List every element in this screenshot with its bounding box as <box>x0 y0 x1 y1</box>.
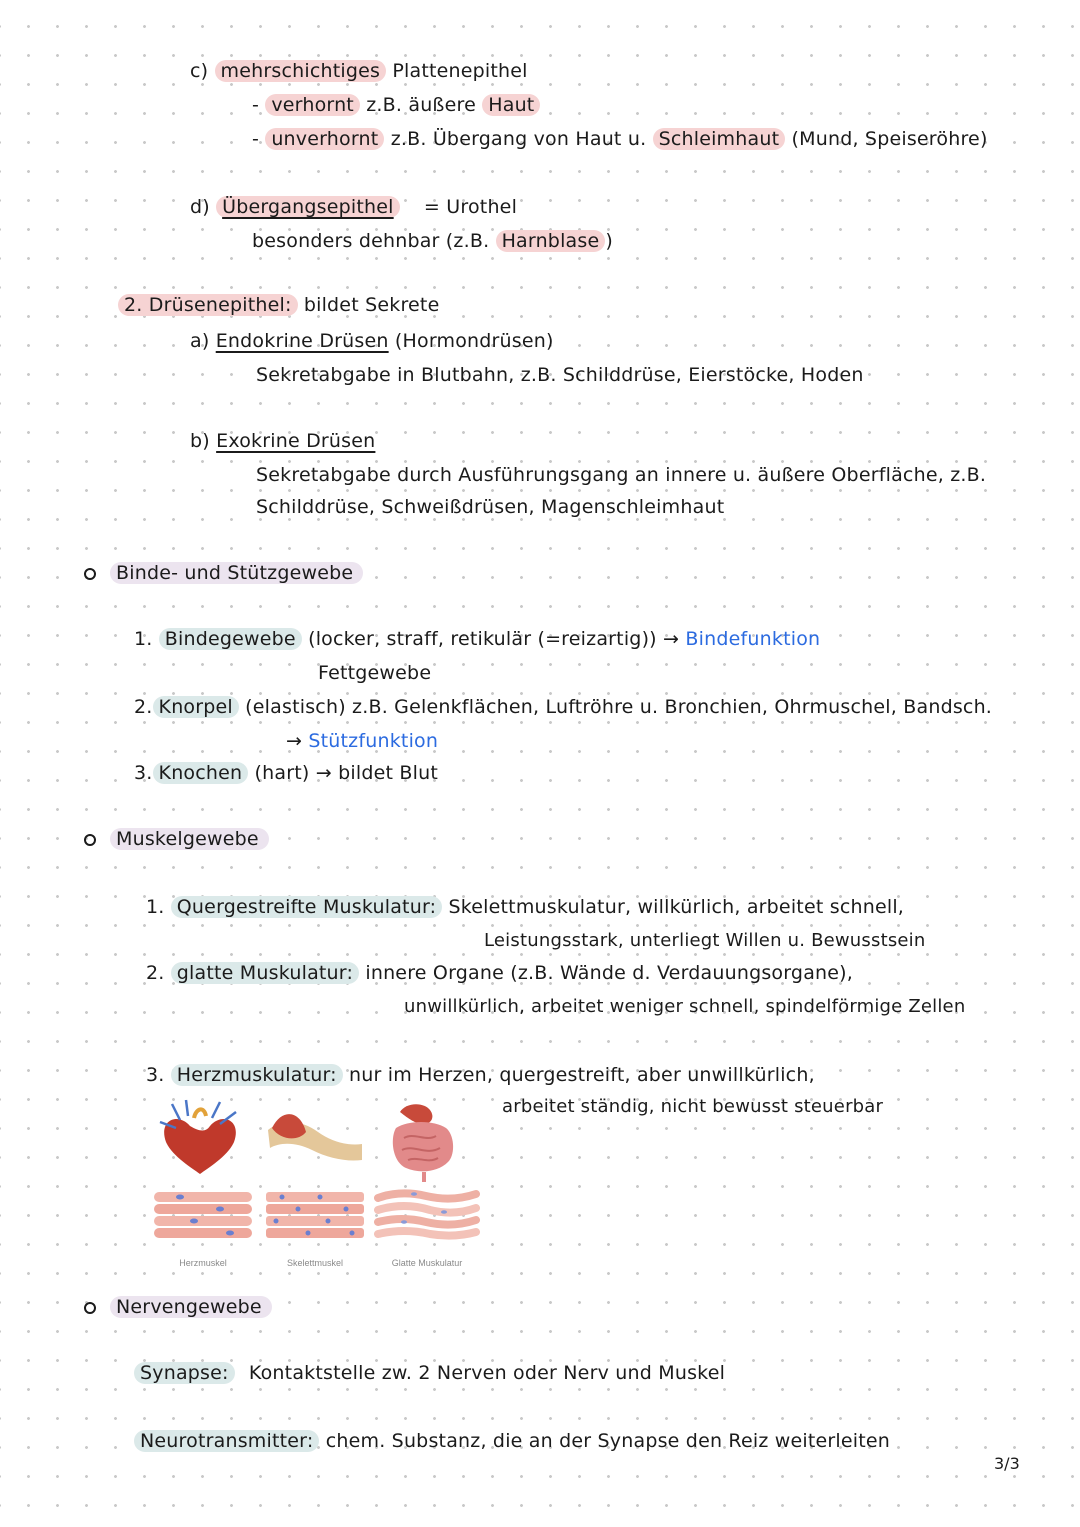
epithel-c-title: mehrschichtiges <box>215 60 387 82</box>
neurotransmitter-text: chem. Substanz, die an der Synapse den Reiz weiterleiten <box>325 1430 891 1452</box>
synapse-text: Kontaktstelle zw. 2 Nerven oder Nerv und Muskel <box>248 1362 726 1384</box>
binde-item1-title: Bindegewebe <box>159 628 302 650</box>
skeletal-muscle-illustration <box>262 1098 368 1248</box>
smooth-muscle-fibers <box>378 1192 476 1235</box>
verhornt-label: verhornt <box>265 94 360 116</box>
synapse-line <box>134 1362 725 1384</box>
binde-item2-text: (elastisch) z.B. Gelenkflächen, Luftröhre u. Bronchien, Ohrmuschel, Bandsch. <box>245 696 993 718</box>
muskel-item2-text2: unwillkürlich, arbeitet weniger schnell, spindelförmige Zellen <box>404 996 966 1017</box>
figure-caption-glatte-muskulatur: Glatte Muskulatur <box>391 1258 463 1268</box>
muskel-item1-text: Skelettmuskulatur, willkürlich, arbeitet schnell, <box>448 896 905 918</box>
muskel-item2-title: glatte Muskulatur: <box>171 962 359 984</box>
neurotransmitter-title: Neurotransmitter: <box>134 1430 319 1452</box>
bullet-circle-icon <box>84 834 96 846</box>
skeletal-muscle-fibers <box>266 1192 364 1238</box>
muscle-types-figure <box>150 1098 480 1268</box>
binde-heading <box>84 562 363 584</box>
list-dash: - <box>252 128 260 150</box>
binde-item3-text: (hart) → bildet Blut <box>254 762 438 784</box>
muskel-item1 <box>146 896 904 918</box>
glatte-muskulatur-tile <box>374 1098 480 1268</box>
arm-muscle-icon <box>268 1114 362 1160</box>
muskel-item2-num: 2. <box>146 962 165 984</box>
muskel-item3-text: nur im Herzen, quergestreift, aber unwillkürlich, <box>349 1064 815 1086</box>
muskel-item1-num: 1. <box>146 896 165 918</box>
muskel-heading <box>84 828 269 850</box>
epithel-d-desc <box>252 230 613 252</box>
muskel-item1-title: Quergestreifte Muskulatur: <box>171 896 442 918</box>
schleimhaut-label: Schleimhaut <box>653 128 786 150</box>
binde-item2-title: Knorpel <box>153 696 239 718</box>
epithel-d-title: Übergangsepithel <box>216 196 400 218</box>
synapse-title: Synapse: <box>134 1362 235 1384</box>
verhornt-text: z.B. äußere <box>366 94 476 116</box>
muskel-item3-title: Herzmuskulatur: <box>171 1064 343 1086</box>
bullet-circle-icon <box>84 568 96 580</box>
binde-item3-num: 3. <box>134 762 153 784</box>
epithel-d-label: d) <box>190 196 210 218</box>
druesen-b-heading <box>190 430 375 452</box>
druesen-b-desc2: Schilddrüse, Schweißdrüsen, Magenschleimhaut <box>256 496 725 518</box>
binde-item1-func: Bindefunktion <box>685 628 821 650</box>
druesen-title: 2. Drüsenepithel: <box>118 294 298 316</box>
muskel-item3-num: 3. <box>146 1064 165 1086</box>
druesen-a-paren: (Hormondrüsen) <box>394 330 554 352</box>
skelettmuskel-tile <box>262 1098 368 1268</box>
unverhornt-tail: (Mund, Speiseröhre) <box>791 128 988 150</box>
d-close: ) <box>605 230 614 252</box>
muskel-heading-text: Muskelgewebe <box>110 828 269 850</box>
epithel-c-heading <box>190 60 528 82</box>
druesen-a-label: a) <box>190 330 210 352</box>
unverhornt-text: z.B. Übergang von Haut u. <box>390 128 647 150</box>
druesen-a-heading <box>190 330 554 352</box>
bullet-circle-icon <box>84 1302 96 1314</box>
arrow-right-icon: → <box>663 628 680 650</box>
d-desc-text: besonders dehnbar (z.B. <box>252 230 490 252</box>
binde-item3-title: Knochen <box>153 762 249 784</box>
herzmuskel-tile <box>150 1098 256 1268</box>
muskel-item3-text2: arbeitet ständig, nicht bewusst steuerbar <box>502 1096 884 1117</box>
druesen-title-rest: bildet Sekrete <box>303 294 440 316</box>
epithel-c-title-rest: Plattenepithel <box>392 60 528 82</box>
binde-item3 <box>134 762 438 784</box>
list-dash: - <box>252 94 260 116</box>
heart-muscle-illustration <box>150 1098 256 1248</box>
intestine-icon <box>393 1104 453 1182</box>
muskel-item2 <box>146 962 853 984</box>
arrow-right-icon: → <box>286 730 303 752</box>
binde-item1-sub: Fettgewebe <box>318 662 432 684</box>
figure-caption-herzmuskel: Herzmuskel <box>179 1258 227 1268</box>
epithel-c-label: c) <box>190 60 209 82</box>
druesen-heading <box>118 294 439 316</box>
binde-item1 <box>134 628 820 650</box>
epithel-verhornt-line <box>252 94 540 116</box>
haut-label: Haut <box>482 94 540 116</box>
epithel-d-eq: = Urothel <box>423 196 518 218</box>
binde-item2-num: 2. <box>134 696 153 718</box>
binde-heading-text: Binde- und Stützgewebe <box>110 562 363 584</box>
page-number: 3/3 <box>994 1454 1020 1473</box>
binde-item1-text: (locker, straff, retikulär (=reizartig)) <box>308 628 657 650</box>
nerven-heading <box>84 1296 272 1318</box>
heart-muscle-fibers <box>154 1192 252 1238</box>
binde-item2 <box>134 696 992 718</box>
muskel-item2-text: innere Organe (z.B. Wände d. Verdauungsorgane), <box>365 962 854 984</box>
nerven-heading-text: Nervengewebe <box>110 1296 272 1318</box>
druesen-b-title: Exokrine Drüsen <box>216 430 376 452</box>
unverhornt-label: unverhornt <box>265 128 384 150</box>
harnblase-label: Harnblase <box>496 230 606 252</box>
epithel-d-heading <box>190 196 517 218</box>
muskel-item3 <box>146 1064 815 1086</box>
druesen-a-desc: Sekretabgabe in Blutbahn, z.B. Schilddrüse, Eierstöcke, Hoden <box>256 364 864 386</box>
binde-item1-num: 1. <box>134 628 153 650</box>
smooth-muscle-illustration <box>374 1098 480 1248</box>
figure-caption-skelettmuskel: Skelettmuskel <box>286 1258 344 1268</box>
druesen-b-label: b) <box>190 430 210 452</box>
druesen-a-title: Endokrine Drüsen <box>215 330 389 352</box>
binde-item2-func: Stützfunktion <box>308 730 439 752</box>
epithel-unverhornt-line <box>252 128 988 150</box>
muskel-item1-text2: Leistungsstark, unterliegt Willen u. Bewusstsein <box>484 930 926 951</box>
neurotransmitter-line <box>134 1430 890 1452</box>
druesen-b-desc1: Sekretabgabe durch Ausführungsgang an innere u. äußere Oberfläche, z.B. <box>256 464 987 486</box>
binde-item2-func-line <box>286 730 438 752</box>
heart-icon <box>160 1100 236 1174</box>
